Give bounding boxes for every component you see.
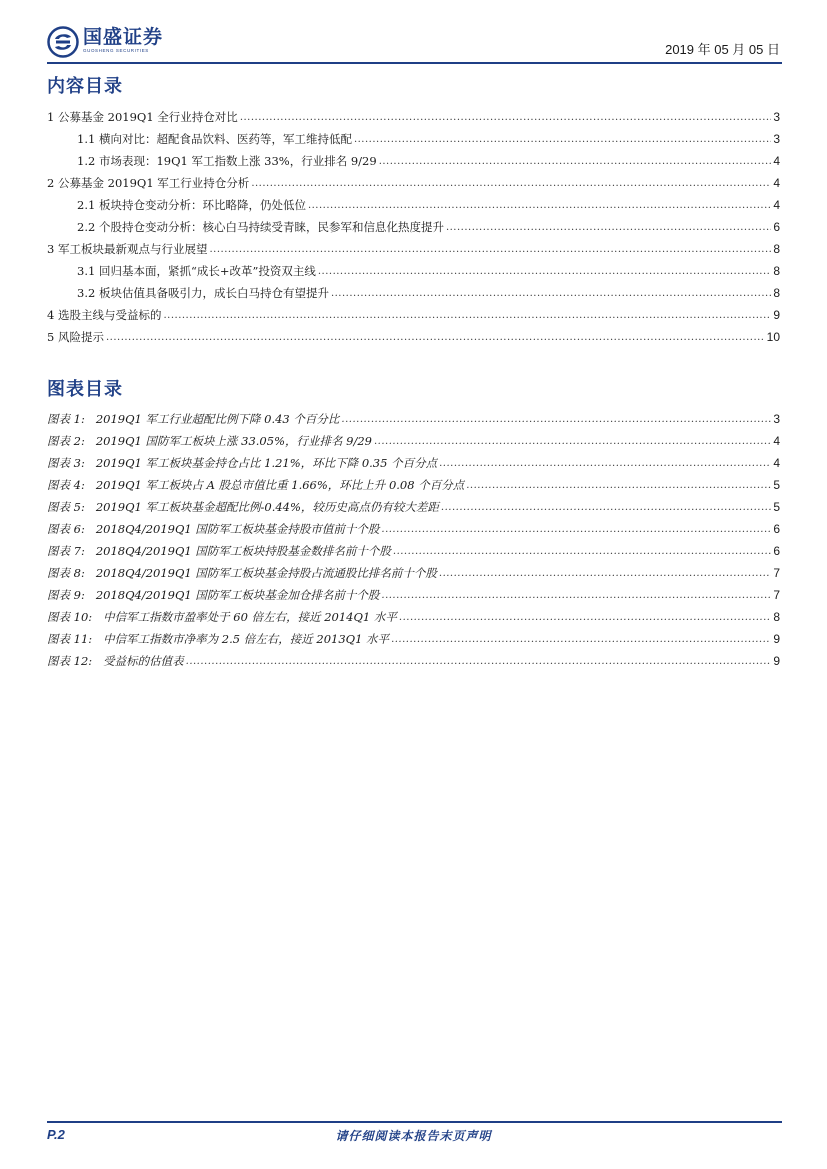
dot-leader (251, 175, 771, 191)
figure-page-number: 3 (773, 412, 780, 426)
report-date: 2019 年 05 月 05 日 (665, 42, 780, 57)
figure-page-number: 8 (773, 610, 780, 624)
dot-leader (381, 521, 771, 537)
toc-number: 2 (47, 176, 58, 190)
toc-entry[interactable] (47, 213, 780, 235)
figures-title: 图表目录 (47, 379, 123, 400)
figure-page-number: 7 (773, 566, 780, 580)
toc-title: 军工板块最新观点与行业展望 (57, 242, 208, 256)
toc-number: 1.1 (77, 132, 99, 146)
toc-page-number: 3 (773, 110, 780, 124)
toc-title: 回归基本面，紧抓“成长+改革”投资双主线 (98, 264, 316, 278)
toc-number: 3.1 (77, 264, 99, 278)
figure-number: 图表 6: (47, 522, 89, 536)
toc-entry[interactable] (47, 191, 780, 213)
figure-page-number: 9 (773, 632, 780, 646)
dot-leader (308, 197, 771, 213)
dot-leader (399, 609, 771, 625)
figure-entry[interactable] (47, 449, 780, 471)
figure-number: 图表 3: (47, 456, 89, 470)
figure-number: 图表 2: (47, 434, 89, 448)
toc-entry[interactable] (47, 301, 780, 323)
toc-page-number: 8 (773, 264, 780, 278)
toc-number: 3 (47, 242, 58, 256)
dot-leader (240, 109, 772, 125)
figure-page-number: 5 (773, 500, 780, 514)
dot-leader (439, 565, 771, 581)
toc-title: 市场表现：19Q1 军工指数上涨 33%，行业排名 9/29 (98, 154, 377, 168)
toc-page-number: 4 (773, 198, 780, 212)
figure-number: 图表 4: (47, 478, 89, 492)
figure-title: 2019Q1 军工板块基金持仓占比 1.21%，环比下降 0.35 个百分点 (88, 456, 438, 470)
figure-page-number: 7 (773, 588, 780, 602)
figure-number: 图表 1: (47, 412, 89, 426)
dot-leader (466, 477, 771, 493)
dot-leader (106, 329, 765, 345)
company-logo (47, 26, 163, 60)
figure-page-number: 4 (773, 434, 780, 448)
dot-leader (209, 241, 771, 257)
figure-page-number: 5 (773, 478, 780, 492)
logo-chinese-name: 国盛证券 (83, 26, 164, 48)
dot-leader (354, 131, 771, 147)
toc-number: 4 (47, 308, 58, 322)
figure-number: 图表 10: (47, 610, 96, 624)
dot-leader (381, 587, 771, 603)
dot-leader (163, 307, 771, 323)
figure-entry[interactable] (47, 405, 780, 427)
toc-title: 公募基金 2019Q1 军工行业持仓分析 (57, 176, 250, 190)
dot-leader (441, 499, 771, 515)
dot-leader (374, 433, 771, 449)
dot-leader (439, 455, 771, 471)
toc-title: 板块估值具备吸引力，成长白马持仓有望提升 (98, 286, 329, 300)
toc-entry[interactable] (47, 235, 780, 257)
guosheng-logo-icon (47, 26, 79, 58)
figure-page-number: 6 (773, 522, 780, 536)
figure-page-number: 9 (773, 654, 780, 668)
footer-divider (47, 1121, 782, 1123)
dot-leader (341, 411, 771, 427)
toc-page-number: 10 (766, 330, 780, 344)
dot-leader (393, 543, 771, 559)
figure-title: 2018Q4/2019Q1 国防军工板块基金持股占流通股比排名前十个股 (88, 566, 437, 580)
figure-entry[interactable] (47, 493, 780, 515)
toc-page-number: 8 (773, 286, 780, 300)
figure-page-number: 4 (773, 456, 780, 470)
dot-leader (391, 631, 771, 647)
figure-entry[interactable] (47, 647, 780, 669)
figure-page-number: 6 (773, 544, 780, 558)
toc-entry[interactable] (47, 147, 780, 169)
figure-title: 2019Q1 军工板块占 A 股总市值比重 1.66%，环比上升 0.08 个百分点 (88, 478, 465, 492)
toc-title: 风险提示 (57, 330, 104, 344)
figure-entry[interactable] (47, 471, 780, 493)
toc-title: 个股持仓变动分析：核心白马持续受青睐，民参军和信息化热度提升 (98, 220, 444, 234)
figure-title: 2019Q1 军工行业超配比例下降 0.43 个百分比 (88, 412, 340, 426)
toc-list (47, 103, 780, 345)
figure-number: 图表 11: (47, 632, 96, 646)
figure-title: 中信军工指数市净率为 2.5 倍左右，接近 2013Q1 水平 (95, 632, 390, 646)
figure-entry[interactable] (47, 559, 780, 581)
page-number: P.2 (47, 1127, 65, 1142)
dot-leader (379, 153, 772, 169)
figure-number: 图表 12: (47, 654, 96, 668)
toc-page-number: 8 (773, 242, 780, 256)
toc-number: 2.1 (77, 198, 99, 212)
figure-entry[interactable] (47, 603, 780, 625)
dot-leader (446, 219, 771, 235)
dot-leader (186, 653, 772, 669)
page-header (47, 22, 782, 62)
figure-title: 2019Q1 军工板块基金超配比例-0.44%，较历史高点仍有较大差距 (88, 500, 439, 514)
toc-page-number: 6 (773, 220, 780, 234)
figure-number: 图表 7: (47, 544, 89, 558)
figure-number: 图表 8: (47, 566, 89, 580)
figure-title: 2018Q4/2019Q1 国防军工板块持股基金数排名前十个股 (88, 544, 391, 558)
toc-entry[interactable] (47, 103, 780, 125)
toc-title: 内容目录 (47, 76, 123, 97)
figure-entry[interactable] (47, 581, 780, 603)
toc-title: 选股主线与受益标的 (57, 308, 162, 322)
logo-english-name: GUOSHENG SECURITIES (83, 48, 149, 53)
toc-page-number: 9 (773, 308, 780, 322)
footer-disclaimer: 请仔细阅读本报告末页声明 (335, 1129, 492, 1143)
figure-title: 2019Q1 国防军工板块上涨 33.05%，行业排名 9/29 (88, 434, 372, 448)
dot-leader (318, 263, 771, 279)
figure-number: 图表 9: (47, 588, 89, 602)
toc-entry[interactable] (47, 169, 780, 191)
toc-title: 横向对比：超配食品饮料、医药等，军工维持低配 (98, 132, 352, 146)
toc-page-number: 4 (773, 154, 780, 168)
toc-title: 公募基金 2019Q1 全行业持仓对比 (57, 110, 238, 124)
figure-title: 2018Q4/2019Q1 国防军工板块基金持股市值前十个股 (88, 522, 380, 536)
toc-page-number: 4 (773, 176, 780, 190)
toc-number: 3.2 (77, 286, 99, 300)
toc-number: 1 (47, 110, 58, 124)
figure-entry[interactable] (47, 427, 780, 449)
toc-number: 5 (47, 330, 58, 344)
figure-entry[interactable] (47, 537, 780, 559)
toc-entry[interactable] (47, 257, 780, 279)
figure-number: 图表 5: (47, 500, 89, 514)
toc-number: 2.2 (77, 220, 99, 234)
toc-page-number: 3 (773, 132, 780, 146)
toc-number: 1.2 (77, 154, 99, 168)
dot-leader (331, 285, 771, 301)
figure-title: 中信军工指数市盈率处于 60 倍左右，接近 2014Q1 水平 (95, 610, 397, 624)
header-divider (47, 62, 782, 64)
figure-title: 受益标的估值表 (95, 654, 184, 668)
toc-entry[interactable] (47, 125, 780, 147)
figure-entry[interactable] (47, 625, 780, 647)
toc-entry[interactable] (47, 279, 780, 301)
toc-title: 板块持仓变动分析：环比略降，仍处低位 (98, 198, 306, 212)
figure-title: 2018Q4/2019Q1 国防军工板块基金加仓排名前十个股 (88, 588, 380, 602)
figures-list (47, 405, 780, 669)
toc-entry[interactable] (47, 323, 780, 345)
figure-entry[interactable] (47, 515, 780, 537)
